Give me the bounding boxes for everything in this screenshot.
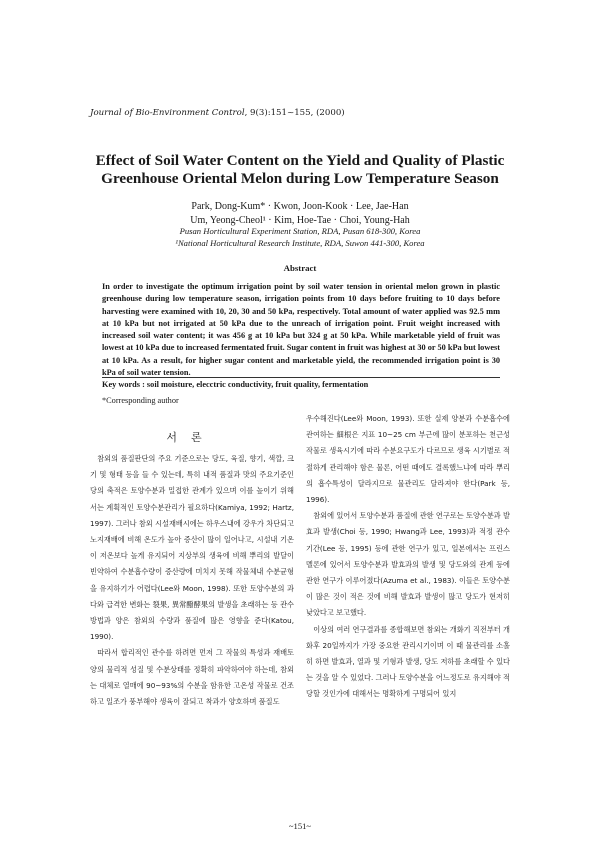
authors-line-1: Park, Dong-Kum* · Kwon, Joon-Kook · Lee, Jae-Han	[191, 201, 409, 212]
journal-volume-pages: , 9(3):151~155, (2000)	[244, 108, 345, 118]
body-paragraph: 참외의 품질판단의 주요 기준으로는 당도, 육질, 향기, 색깔, 크기 및 형태 등을 들 수 있는데, 특히 내적 품질과 맛의 주요기준인 당의 축적은 토양수분과 밀접한 관계가 있으며 이를 높이기 위해서는 계획적인 토양수분관리가 필요하다(Kamiya, 1992; Hartz, 1997). 그러나 참외 시설재배시에는 하우스내에 강우가 차단되고 노지재배에 비해 온도가 높아 증산이 많이 일어나고, 시설내 기온이 저온보다 높게 유지되어 지상부의 생육에 비해 뿌리의 발달이 빈약하여 수분흡수량이 증산량에 미치지 못해 작물체내 수분균형을 유지하기가 어렵다(Lee와 Moon, 1998). 또한 토양수분의 과다와 급격한 변화는 裂果, 異常醱酵果의 발생을 초래하는 등 관수방법과 양은 참외의 수량과 품질에 많은 영향을 준다(Katou, 1990).	[90, 454, 294, 642]
body-paragraph: 따라서 합리적인 관수를 하려면 먼저 그 작물의 특성과 재배토양의 물리적 성질 및 수분상태를 정확히 파악하여야 하는데, 참외는 대체로 열매에 90~93%의 수분을 함유한 고온성 작물로 건조하고 일조가 풍부해야 생육이 잘되고 착과가 양호하며 품질도	[90, 648, 294, 707]
section-heading-introduction: 서론	[166, 431, 216, 444]
title-line-2: Greenhouse Oriental Melon during Low Temperature Season	[101, 170, 499, 187]
page-number: ~151~	[288, 821, 312, 831]
author-list	[60, 200, 540, 228]
body-paragraph: 참외에 있어서 토양수분과 품질에 관한 연구로는 토양수분과 발효과 발생(Choi 등, 1990; Hwang과 Lee, 1993)과 적정 관수기간(Lee 등, 1995) 등에 관한 연구가 있고, 일본에서는 프린스멜론에 있어서 토양수분과 발효과의 발생 및 당도와의 관계 등에 관한 연구가 이루어졌다(Azuma et al., 1983). 이들은 토양수분이 많은 것이 적은 것에 비해 발효과 발생이 많고 당도가 현저히 낮았다고 보고했다.	[306, 511, 510, 618]
title-line-1: Effect of Soil Water Content on the Yield and Quality of Plastic	[95, 152, 505, 169]
affiliation-2: ¹National Horticultural Research Institute, RDA, Suwon 441-300, Korea	[175, 238, 425, 248]
abstract-text: In order to investigate the optimum irrigation point by soil water tension in oriental melon grown in plastic greenhouse during low temperature season, irrigation points from 10 days before fruiting to 10 days before harvesting were examined with 10, 20, 30 and 50 kPa, respectively. Total amount of water applied was 92.5 mm at 10 kPa but not irrigated at 50 kPa due to the unreach of irrigation point. Fruit weight increased with increased soil water content; it was 456 g at 10 kPa but 324 g at 50 kPa. While marketable yield of fruit was lowest at 10 kPa due to increased fermentated fruit. Sugar content in fruit was highest at 30 or 50 kPa but lowest at 10 kPa. As a result, for higher sugar content and marketable yield, the recommended irrigation point is 30 kPa of soil water tension.	[102, 282, 500, 378]
journal-name: Journal of Bio-Environment Control	[90, 108, 245, 118]
abstract-heading: Abstract	[283, 263, 317, 273]
body-column-left	[90, 451, 294, 710]
journal-citation	[90, 108, 345, 118]
keywords: Key words : soil moisture, elecctric conductivity, fruit quality, fermentation	[102, 380, 369, 389]
corresponding-author-note: *Corresponding author	[102, 396, 179, 405]
affiliations	[60, 225, 540, 249]
body-paragraph: 이상의 여러 연구결과를 종합해보면 참외는 개화기 직전부터 개화후 20일까지가 가장 중요한 관리시기이며 이 때 물관리를 소홀히 하면 발효과, 열과 및 기형과 발생, 당도 저하를 초래할 수 있다는 것을 알 수 있었다. 그러나 토양수분을 어느정도로 유지해야 적당할 것인가에 대해서는 명확하게 구명되어 있지	[306, 624, 510, 699]
body-paragraph: 우수해진다(Lee와 Moon, 1993). 또한 실제 양분과 수분흡수에 관여하는 細根은 지표 10~25 cm 부근에 많이 분포하는 천근성 작물로 생육시기에 따라 수분요구도가 다르므로 생육 시기별로 적절하게 관리해야 함은 물론, 어떤 때에도 결록했느냐에 따라 뿌리의 흡수특성이 달라지므로 물관리도 달라져야 한다(Park 등, 1996).	[306, 414, 510, 505]
affiliation-1: Pusan Horticultural Experiment Station, RDA, Pusan 618-300, Korea	[179, 226, 421, 236]
abstract-divider	[102, 377, 500, 378]
authors-line-2: Um, Yeong-Cheol¹ · Kim, Hoe-Tae · Choi, Young-Hah	[190, 215, 410, 226]
body-column-right	[306, 411, 510, 703]
paper-title	[60, 152, 540, 188]
